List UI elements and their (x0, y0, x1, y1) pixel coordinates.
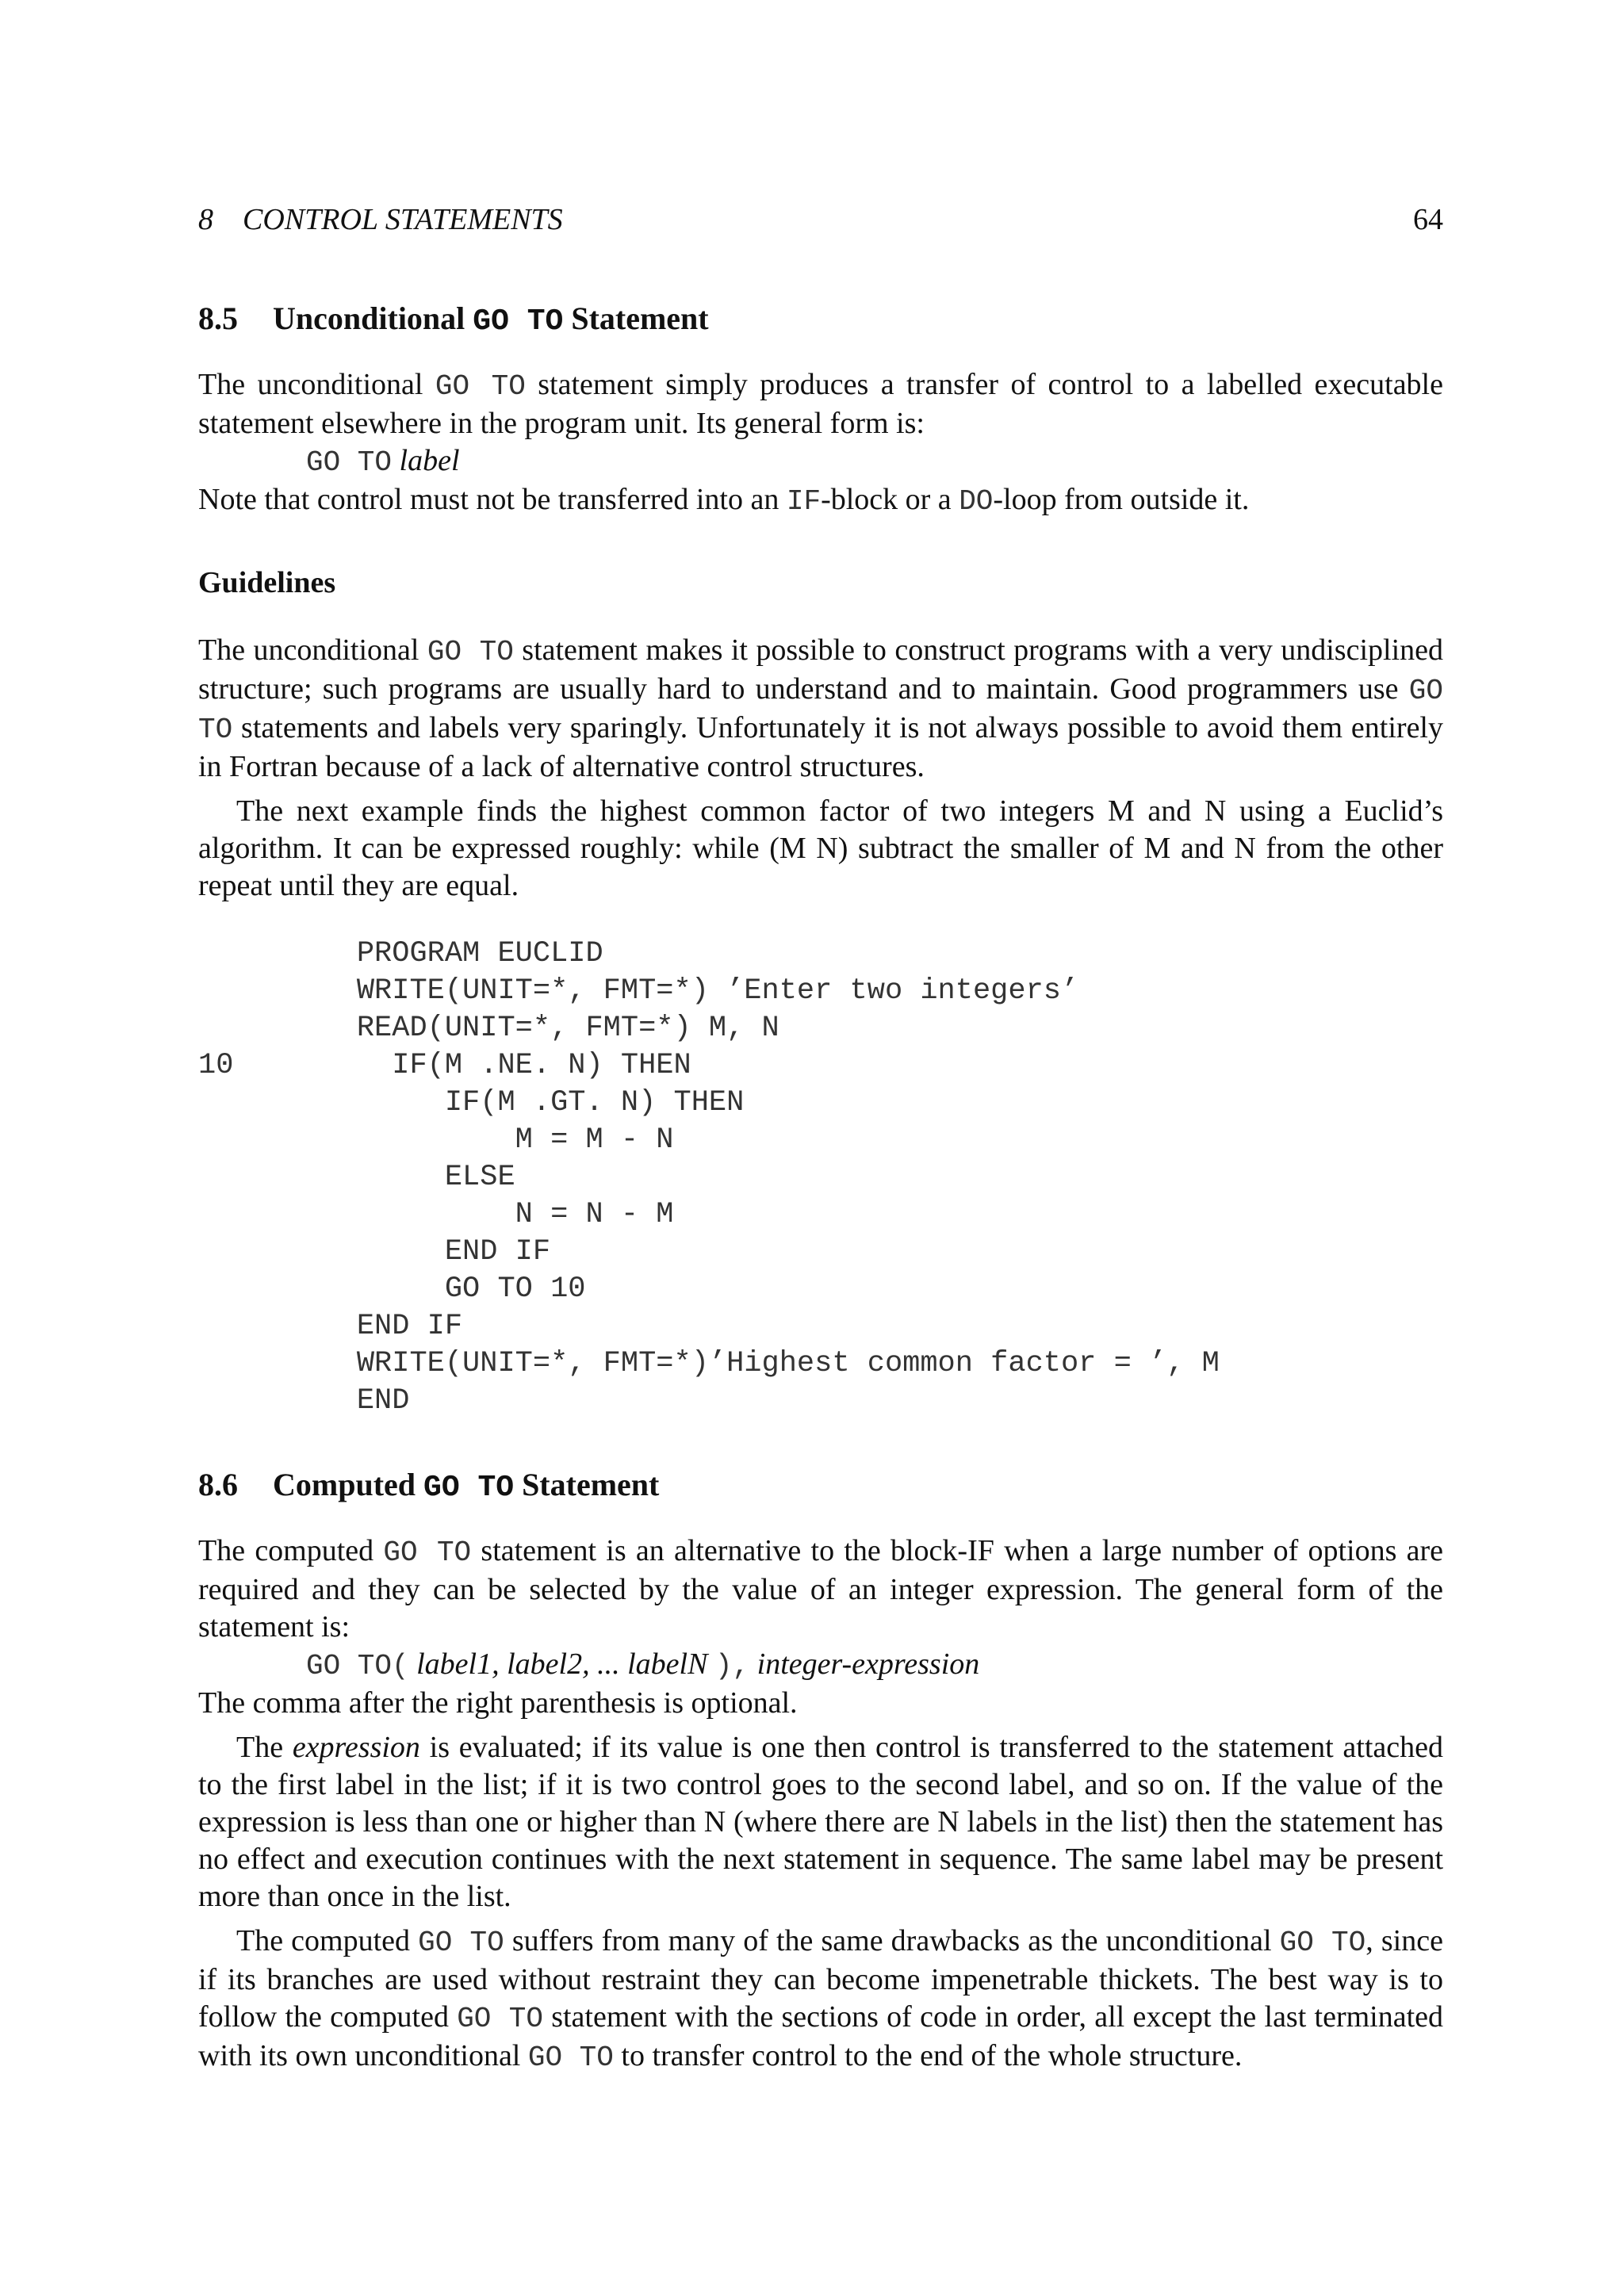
computed-goto-syntax: GO TO( label1, label2, ... labelN ), integer-expression (306, 1647, 980, 1682)
code-line: IF(M .GT. N) THEN (198, 1086, 745, 1119)
chapter-number: 8 (198, 203, 213, 236)
code-line: PROGRAM EUCLID (198, 937, 603, 970)
code-line: M = M - N (198, 1123, 674, 1157)
goto-syntax: GO TO label (306, 444, 460, 479)
guidelines-body (198, 632, 1443, 905)
section-8-6-heading: 8.6 Computed GO TO Statement (198, 1467, 660, 1505)
section-8-6-body (198, 1533, 1443, 2076)
section-number: 8.6 (198, 1467, 238, 1502)
code-line: WRITE(UNIT=*, FMT=*) ’Enter two integers’ (198, 974, 1079, 1008)
running-header (198, 202, 1443, 240)
section-8-5-heading: 8.5 Unconditional GO TO Statement (198, 300, 709, 339)
guidelines-paragraph-2: The next example finds the highest common factor of two integers M and N using a Euclid’s algorithm. It can be expressed roughly: while (M N) subtract the smaller of M and N from the other repeat until they are equal. (198, 794, 1443, 902)
code-line: N = N - M (198, 1198, 674, 1231)
code-line: 10 IF(M .NE. N) THEN (198, 1049, 691, 1082)
page-number: 64 (1413, 203, 1443, 236)
guidelines-paragraph-1: The unconditional GO TO statement makes it possible to construct programs with a very undisciplined structure; such programs are usually hard to understand and to maintain. Good programmers use GO TO statements and labels very sparingly. Unfortunately it is not always possible to avoid them entirely in Fortran because of a lack of alternative control structures. (198, 633, 1443, 783)
code-line: END IF (198, 1235, 551, 1269)
drawbacks-paragraph: The computed GO TO suffers from many of the same drawbacks as the unconditional GO TO, since if its branches are used without restraint they can become impenetrable thickets. The best way is to follow the computed GO TO statement with the sections of code in order, all except the last terminated with its own unconditional GO TO to transfer control to the end of the whole structure. (198, 1924, 1443, 2074)
comma-note: The comma after the right parenthesis is optional. (198, 1686, 798, 1720)
section-8-5-intro (198, 366, 1443, 520)
intro-paragraph: The unconditional GO TO statement simply produces a transfer of control to a labelled executable statement elsewhere in the program unit. Its general form is: (198, 368, 1443, 440)
code-line: GO TO 10 (198, 1272, 586, 1306)
code-line: ELSE (198, 1161, 515, 1194)
chapter-title: CONTROL STATEMENTS (243, 203, 563, 236)
section-number: 8.5 (198, 300, 238, 336)
guidelines-heading: Guidelines (198, 566, 336, 599)
computed-goto-intro: The computed GO TO statement is an alternative to the block-IF when a large number of options are required and they can be selected by the value of an integer expression. The general form of the statement is: (198, 1534, 1443, 1644)
euclid-code-listing (198, 936, 1220, 1420)
expression-paragraph: The expression is evaluated; if its value is one then control is transferred to the statement attached to the first label in the list; if it is two control goes to the second label, and so on. If the value of the expression is less than one or higher than N (where there are N labels in the list) then the statement has no effect and execution continues with the next statement in sequence. The same label may be present more than once in the list. (198, 1731, 1444, 1913)
code-line: END IF (198, 1310, 463, 1343)
code-line: WRITE(UNIT=*, FMT=*)’Highest common factor = ’, M (198, 1347, 1220, 1380)
code-line: READ(UNIT=*, FMT=*) M, N (198, 1012, 779, 1045)
note-paragraph: Note that control must not be transferred into an IF-block or a DO-loop from outside it. (198, 483, 1250, 518)
code-line: END (198, 1384, 410, 1418)
